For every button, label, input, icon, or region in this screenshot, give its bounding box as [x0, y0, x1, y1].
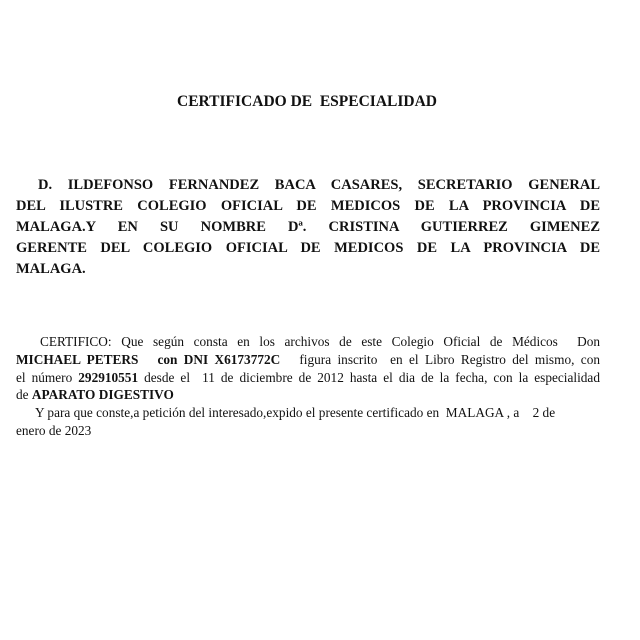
cert-line: Y para que conste,a petición del interesado,expido el presente certificado en MALAGA , a 2 de	[35, 405, 556, 421]
issuer-line: GERENTE DEL COLEGIO OFICIAL DE MEDICOS DE LA PROVINCIA DE	[16, 240, 600, 256]
issuer-line: DEL ILUSTRE COLEGIO OFICIAL DE MEDICOS DE LA PROVINCIA DE	[16, 198, 600, 214]
holder-name-dni: MICHAEL PETERS con DNI X6173772C	[16, 351, 281, 367]
specialty: APARATO DIGESTIVO	[31, 387, 174, 403]
cert-line	[16, 386, 600, 404]
cert-line: CERTIFICO: Que según consta en los archivos de este Colegio Oficial de Médicos Don	[40, 334, 600, 349]
cert-text: figura inscrito en el Libro Registro del mismo, con	[280, 351, 600, 367]
cert-text: de	[16, 387, 32, 403]
cert-date-line: enero de 2023	[16, 422, 92, 438]
cert-text: desde el 11 de diciembre de 2012 hasta el dia de la fecha, con la especialidad	[138, 369, 600, 385]
issuer-line: D. ILDEFONSO FERNANDEZ BACA CASARES, SECRETARIO GENERAL	[38, 177, 600, 193]
issuer-paragraph	[16, 175, 600, 280]
cert-line	[16, 369, 600, 387]
certification-paragraph	[16, 333, 600, 440]
issuer-line: MALAGA.Y EN SU NOMBRE Dª. CRISTINA GUTIERREZ GIMENEZ	[16, 219, 600, 235]
cert-line	[16, 351, 600, 369]
document-title: CERTIFICADO DE ESPECIALIDAD	[177, 93, 437, 110]
issuer-line: MALAGA.	[16, 261, 86, 277]
registration-number: 292910551	[78, 369, 139, 385]
cert-text: el número	[16, 369, 79, 385]
